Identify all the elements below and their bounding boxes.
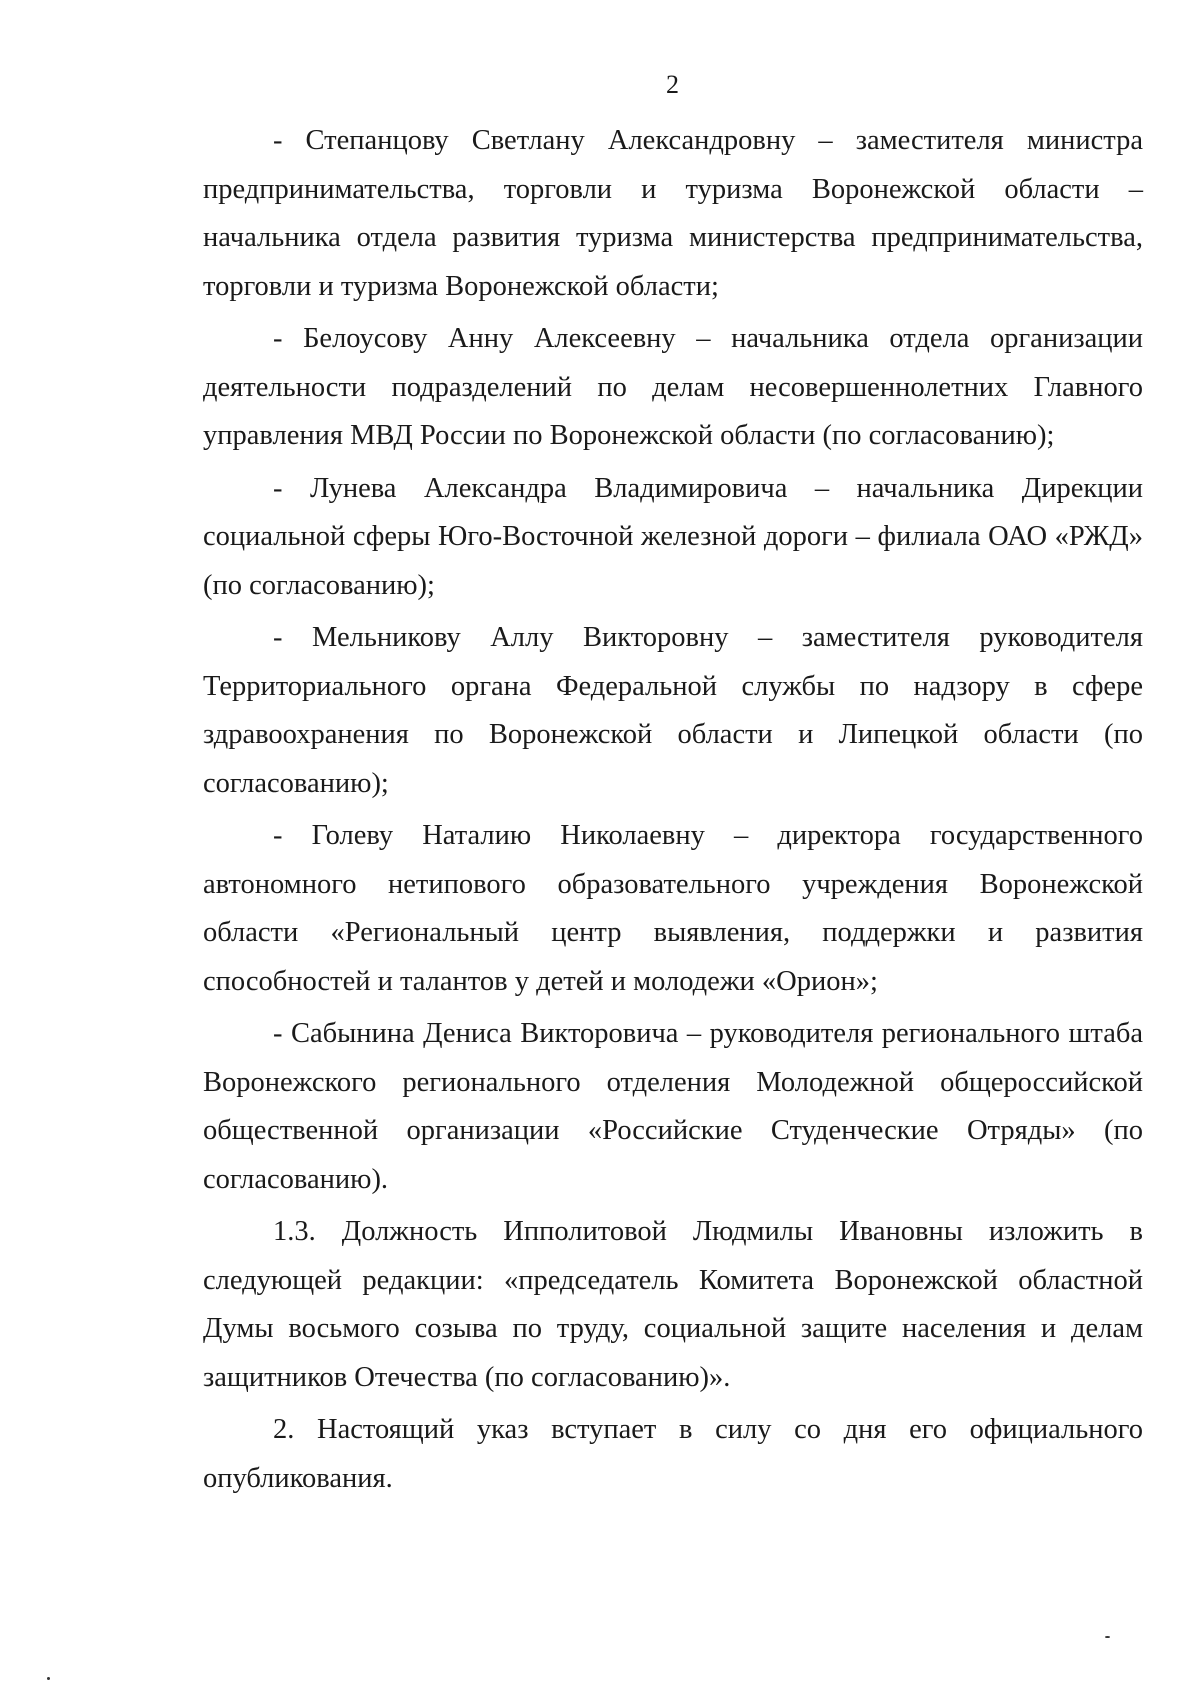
paragraph-line: социальной сферы Юго-Восточной железной дороги – филиала ОАО «РЖД» [203, 521, 1143, 552]
paragraph-line: Воронежского регионального отделения Молодежной общероссийской [203, 1066, 1143, 1098]
paragraph-line: согласованию); [203, 767, 389, 799]
paragraph-line: автономного нетипового образовательного учреждения Воронежской [203, 868, 1143, 900]
paragraph-goleva [203, 812, 1143, 1006]
paragraph-line: Думы восьмого созыва по труду, социальной защите населения и делам [203, 1313, 1143, 1344]
paragraph-line: области «Региональный центр выявления, поддержки и развития [203, 917, 1143, 948]
paragraph-line: здравоохранения по Воронежской области и Липецкой области (по [203, 719, 1143, 750]
paragraph-line: - Степанцову Светлану Александровну – заместителя министра [273, 125, 1143, 156]
paragraph-line: следующей редакции: «председатель Комитета Воронежской областной [203, 1264, 1143, 1296]
paragraph-line: - Белоусову Анну Алексеевну – начальника отдела организации [273, 323, 1143, 354]
paragraph-line: общественной организации «Российские Студенческие Отряды» (по [203, 1115, 1143, 1146]
scan-speck [47, 1677, 50, 1680]
paragraph-stepantsova [203, 117, 1143, 311]
paragraph-line: (по согласованию); [203, 569, 435, 601]
paragraph-line: предпринимательства, торговли и туризма Воронежской области – [203, 173, 1143, 205]
paragraph-line: управления МВД России по Воронежской области (по согласованию); [203, 420, 1055, 451]
paragraph-line: - Голеву Наталию Николаевну – директора государственного [273, 820, 1143, 851]
paragraph-line: - Мельникову Аллу Викторовну – заместителя руководителя [273, 622, 1143, 653]
paragraph-line: - Сабынина Дениса Викторовича – руководителя регионального штаба [273, 1018, 1143, 1049]
paragraph-line: - Лунева Александра Владимировича – начальника Дирекции [273, 472, 1143, 504]
paragraph-line: Территориального органа Федеральной службы по надзору в сфере [203, 670, 1143, 702]
paragraph-sabynina [203, 1010, 1143, 1204]
paragraph-line: торговли и туризма Воронежской области; [203, 270, 719, 302]
paragraph-line: опубликования. [203, 1462, 393, 1494]
paragraph-line: 1.3. Должность Ипполитовой Людмилы Ивановны изложить в [273, 1216, 1143, 1247]
paragraph-line: защитников Отечества (по согласованию)». [203, 1361, 731, 1393]
scan-speck [1105, 1636, 1110, 1638]
paragraph-melnikova [203, 614, 1143, 808]
paragraph-line: 2. Настоящий указ вступает в силу со дня его официального [273, 1414, 1143, 1445]
paragraph-item-1-3 [203, 1208, 1143, 1402]
document-body [203, 117, 1143, 1503]
paragraph-line: начальника отдела развития туризма министерства предпринимательства, [203, 222, 1143, 253]
paragraph-line: деятельности подразделений по делам несовершеннолетних Главного [203, 371, 1143, 403]
paragraph-line: способностей и талантов у детей и молодежи «Орион»; [203, 965, 878, 997]
page-number: 2 [666, 70, 679, 99]
paragraph-line: согласованию). [203, 1163, 389, 1195]
paragraph-item-2 [203, 1406, 1143, 1503]
paragraph-belousova [203, 315, 1143, 461]
paragraph-luneva [203, 465, 1143, 611]
